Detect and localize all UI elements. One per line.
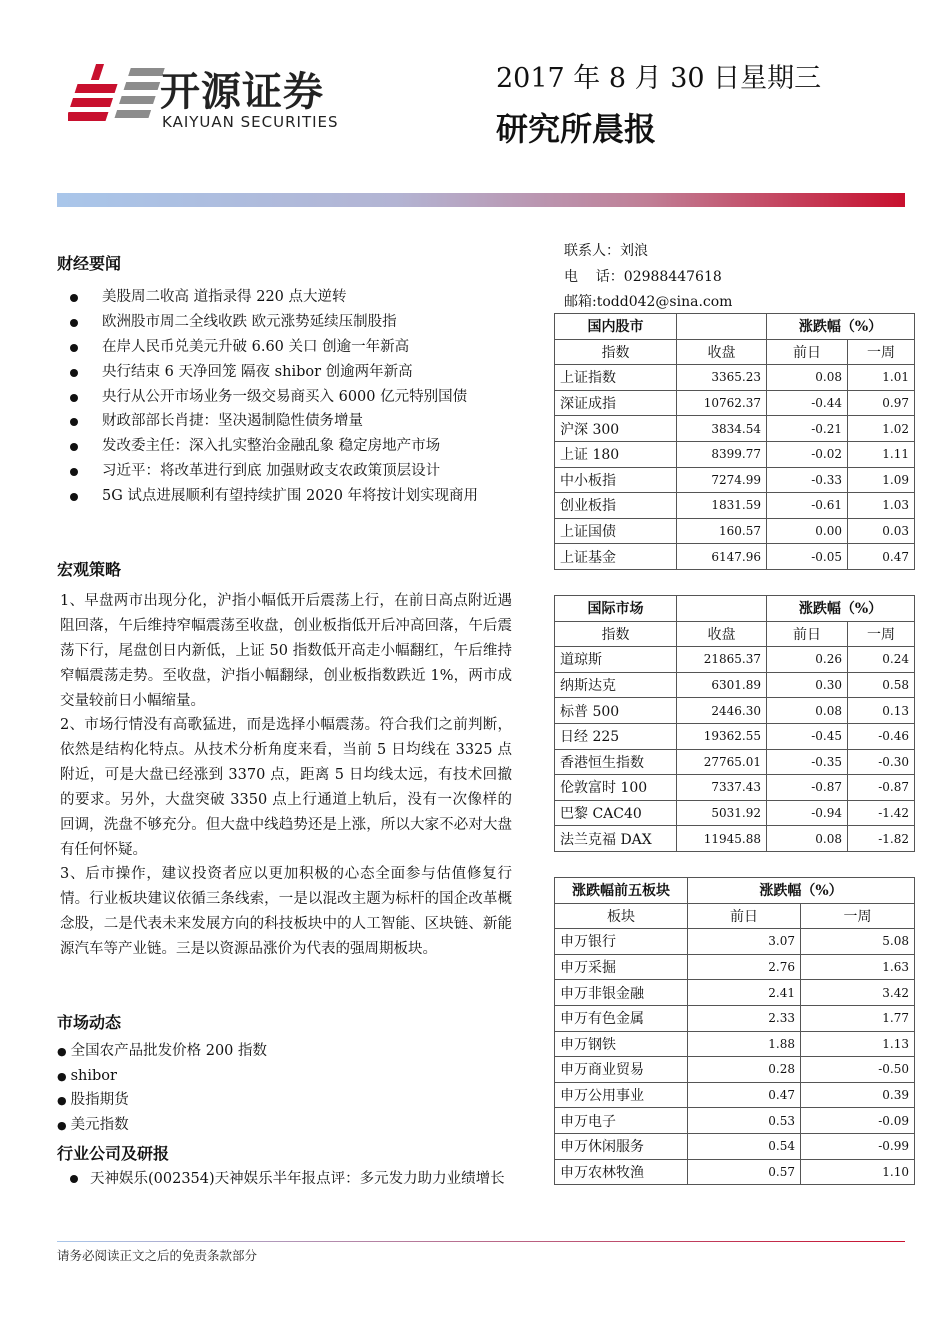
news-item[interactable]: 在岸人民币兑美元升破 6.60 关口 创逾一年新高 — [70, 335, 520, 360]
week-change: -1.42 — [848, 800, 915, 826]
prev-day-change: -0.21 — [767, 416, 848, 442]
table-row — [555, 800, 915, 826]
prev-day-change: -0.35 — [767, 749, 848, 775]
change-header: 涨跌幅（%） — [688, 878, 915, 904]
prev-day-change: -0.02 — [767, 441, 848, 467]
change-header: 涨跌幅（%） — [767, 596, 915, 622]
news-item[interactable]: 美股周二收高 道指录得 220 点大逆转 — [70, 285, 520, 310]
finance-news-list — [70, 285, 520, 509]
week-change: 1.11 — [848, 441, 915, 467]
week-change: -0.46 — [848, 723, 915, 749]
sector-name: 申万银行 — [555, 929, 688, 955]
column-header: 收盘 — [677, 621, 767, 647]
week-change: 5.08 — [801, 929, 915, 955]
table-row — [555, 1005, 915, 1031]
close-value: 11945.88 — [677, 826, 767, 852]
close-value: 5031.92 — [677, 800, 767, 826]
close-value: 3365.23 — [677, 365, 767, 391]
index-name: 法兰克福 DAX — [555, 826, 677, 852]
index-name: 沪深 300 — [555, 416, 677, 442]
macro-paragraph-1: 1、早盘两市出现分化，沪指小幅低开后震荡上行，在前日高点附近遇阻回落，午后维持窄幅震荡至收盘，创业板指低开后冲高回落，午后震荡下行，尾盘创日内新低，上证 50 指数低开高走小幅翻红，午后维持窄幅震荡走势。至收盘，沪指小幅翻绿，创业板指数跌近 1%，两市成交量较前日小幅缩量。 — [60, 593, 512, 709]
table-row — [555, 1082, 915, 1108]
index-name: 中小板指 — [555, 467, 677, 493]
news-item[interactable]: 习近平：将改革进行到底 加强财政支农政策顶层设计 — [70, 459, 520, 484]
news-item[interactable]: 发改委主任：深入扎实整治金融乱象 稳定房地产市场 — [70, 434, 520, 459]
week-change: 1.03 — [848, 493, 915, 519]
table-row — [555, 441, 915, 467]
research-item-text: 天神娱乐(002354)天神娱乐半年报点评：多元发力助力业绩增长 — [90, 1171, 505, 1187]
week-change: 3.42 — [801, 980, 915, 1006]
week-change: 1.77 — [801, 1005, 915, 1031]
prev-day-change: 0.53 — [688, 1108, 801, 1134]
table-row — [555, 723, 915, 749]
week-change: 1.63 — [801, 954, 915, 980]
news-item[interactable]: 财政部部长肖捷：坚决遏制隐性债务增量 — [70, 409, 520, 434]
brand-name-en: KAIYUAN SECURITIES — [162, 113, 339, 131]
week-change: 0.03 — [848, 518, 915, 544]
index-name: 日经 225 — [555, 723, 677, 749]
index-name: 创业板指 — [555, 493, 677, 519]
prev-day-change: 3.07 — [688, 929, 801, 955]
index-name: 上证国债 — [555, 518, 677, 544]
section-heading-macro: 宏观策略 — [57, 560, 122, 579]
table-row — [555, 544, 915, 570]
market-item[interactable]: ● 全国农产品批发价格 200 指数 — [57, 1039, 267, 1064]
index-name: 香港恒生指数 — [555, 749, 677, 775]
prev-day-change: 0.47 — [688, 1082, 801, 1108]
table-row — [555, 698, 915, 724]
report-title: 研究所晨报 — [496, 110, 657, 148]
table-row — [555, 826, 915, 852]
table-row — [555, 1108, 915, 1134]
table-row — [555, 954, 915, 980]
week-change: 1.09 — [848, 467, 915, 493]
brand-name-cn: 开源证券 — [160, 69, 324, 115]
sector-name: 申万采掘 — [555, 954, 688, 980]
contact-person: 联系人：刘浪 — [564, 243, 648, 259]
index-name: 巴黎 CAC40 — [555, 800, 677, 826]
week-change: 1.13 — [801, 1031, 915, 1057]
prev-day-change: 0.08 — [767, 698, 848, 724]
sector-name: 申万非银金融 — [555, 980, 688, 1006]
prev-day-change: 0.08 — [767, 826, 848, 852]
close-value: 8399.77 — [677, 441, 767, 467]
week-change: 0.97 — [848, 390, 915, 416]
news-item[interactable]: 欧洲股市周二全线收跌 欧元涨势延续压制股指 — [70, 310, 520, 335]
domestic-market-table — [554, 313, 915, 570]
index-name: 道琼斯 — [555, 647, 677, 673]
week-change: -0.87 — [848, 775, 915, 801]
table-row — [555, 1133, 915, 1159]
sector-name: 申万钢铁 — [555, 1031, 688, 1057]
close-value: 1831.59 — [677, 493, 767, 519]
footer-divider — [57, 1241, 905, 1242]
week-change: -0.09 — [801, 1108, 915, 1134]
index-name: 上证 180 — [555, 441, 677, 467]
report-date: 2017 年 8 月 30 日星期三 — [496, 63, 822, 94]
prev-day-change: 2.76 — [688, 954, 801, 980]
index-name: 上证基金 — [555, 544, 677, 570]
research-item[interactable] — [70, 1167, 515, 1192]
column-header: 板块 — [555, 903, 688, 929]
prev-day-change: 0.08 — [767, 365, 848, 391]
week-change: 0.47 — [848, 544, 915, 570]
macro-paragraph-3: 3、后市操作，建议投资者应以更加积极的心态全面参与估值修复行情。行业板块建议依循三条线索，一是以混改主题为标杆的国企改革概念股，二是代表未来发展方向的科技板块中的人工智能、区块链、新能源汽车等产业链。三是以资源品涨价为代表的强周期板块。 — [60, 866, 512, 957]
close-value: 3834.54 — [677, 416, 767, 442]
prev-day-change: -0.05 — [767, 544, 848, 570]
index-name: 标普 500 — [555, 698, 677, 724]
close-value: 160.57 — [677, 518, 767, 544]
column-header: 一周 — [848, 339, 915, 365]
prev-day-change: -0.61 — [767, 493, 848, 519]
section-heading-research: 行业公司及研报 — [57, 1144, 170, 1163]
prev-day-change: 2.41 — [688, 980, 801, 1006]
close-value: 2446.30 — [677, 698, 767, 724]
bullet-icon — [70, 1175, 78, 1183]
table-row — [555, 749, 915, 775]
market-item[interactable]: ● 美元指数 — [57, 1113, 267, 1138]
week-change: 0.13 — [848, 698, 915, 724]
week-change: -0.99 — [801, 1133, 915, 1159]
index-name: 纳斯达克 — [555, 672, 677, 698]
prev-day-change: 0.57 — [688, 1159, 801, 1185]
index-name: 伦敦富时 100 — [555, 775, 677, 801]
top-sectors-table — [554, 877, 915, 1185]
news-item[interactable]: 央行结束 6 天净回笼 隔夜 shibor 创逾两年新高 — [70, 360, 520, 385]
contact-phone: 电 话：02988447618 — [564, 269, 722, 285]
column-header: 指数 — [555, 621, 677, 647]
sector-name: 申万公用事业 — [555, 1082, 688, 1108]
table-row — [555, 518, 915, 544]
index-name: 上证指数 — [555, 365, 677, 391]
prev-day-change: 0.28 — [688, 1057, 801, 1083]
macro-paragraph-2: 2、市场行情没有高歌猛进，而是选择小幅震荡。符合我们之前判断，依然是结构化特点。从技术分析角度来看，当前 5 日均线在 3325 点附近，可是大盘已经涨到 3370 点，距离 5 日均线太远，有技术回撤的要求。另外，大盘突破 3350 点上行通道上轨后，没有一次像样的回调，洗盘不够充分。但大盘中线趋势还是上涨，所以大家不必对大盘有任何怀疑。 — [60, 717, 512, 858]
column-header: 收盘 — [677, 339, 767, 365]
table-row — [555, 980, 915, 1006]
week-change: 0.24 — [848, 647, 915, 673]
table-row — [555, 467, 915, 493]
week-change: 1.01 — [848, 365, 915, 391]
table-row — [555, 416, 915, 442]
week-change: -0.30 — [848, 749, 915, 775]
column-header: 前日 — [688, 903, 801, 929]
footer-disclaimer: 请务必阅读正文之后的免责条款部分 — [57, 1248, 258, 1263]
news-item[interactable]: 央行从公开市场业务一级交易商买入 6000 亿元特别国债 — [70, 385, 520, 410]
table-title: 国内股市 — [555, 314, 677, 340]
week-change: 0.39 — [801, 1082, 915, 1108]
sector-name: 申万商业贸易 — [555, 1057, 688, 1083]
table-row — [555, 493, 915, 519]
table-row — [555, 1031, 915, 1057]
prev-day-change: -0.94 — [767, 800, 848, 826]
market-dynamics-list — [57, 1039, 267, 1137]
week-change: -0.50 — [801, 1057, 915, 1083]
table-row — [555, 672, 915, 698]
prev-day-change: 0.00 — [767, 518, 848, 544]
table-row — [555, 390, 915, 416]
table-row — [555, 1057, 915, 1083]
contact-email[interactable]: 邮箱:todd042@sina.com — [564, 294, 733, 310]
column-header: 指数 — [555, 339, 677, 365]
close-value: 10762.37 — [677, 390, 767, 416]
table-title: 涨跌幅前五板块 — [555, 878, 688, 904]
market-item[interactable]: ● shibor — [57, 1064, 267, 1089]
prev-day-change: 0.54 — [688, 1133, 801, 1159]
prev-day-change: 0.30 — [767, 672, 848, 698]
sector-name: 申万有色金属 — [555, 1005, 688, 1031]
section-heading-finance-news: 财经要闻 — [57, 254, 122, 273]
change-header: 涨跌幅（%） — [767, 314, 915, 340]
table-row — [555, 1159, 915, 1185]
prev-day-change: -0.45 — [767, 723, 848, 749]
close-value: 7337.43 — [677, 775, 767, 801]
index-name: 深证成指 — [555, 390, 677, 416]
header-gradient-bar — [57, 193, 905, 207]
close-value: 6301.89 — [677, 672, 767, 698]
column-header: 一周 — [848, 621, 915, 647]
section-heading-market-dynamics: 市场动态 — [57, 1013, 122, 1032]
prev-day-change: -0.33 — [767, 467, 848, 493]
table-row — [555, 929, 915, 955]
table-row — [555, 775, 915, 801]
table-title: 国际市场 — [555, 596, 677, 622]
table-row — [555, 365, 915, 391]
week-change: -1.82 — [848, 826, 915, 852]
close-value: 7274.99 — [677, 467, 767, 493]
market-item[interactable]: ● 股指期货 — [57, 1088, 267, 1113]
news-item[interactable]: 5G 试点进展顺利有望持续扩围 2020 年将按计划实现商用 — [70, 484, 520, 509]
week-change: 1.10 — [801, 1159, 915, 1185]
sector-name: 申万农林牧渔 — [555, 1159, 688, 1185]
prev-day-change: 2.33 — [688, 1005, 801, 1031]
close-value: 21865.37 — [677, 647, 767, 673]
week-change: 1.02 — [848, 416, 915, 442]
prev-day-change: 0.26 — [767, 647, 848, 673]
prev-day-change: 1.88 — [688, 1031, 801, 1057]
close-value: 27765.01 — [677, 749, 767, 775]
close-value: 19362.55 — [677, 723, 767, 749]
sector-name: 申万电子 — [555, 1108, 688, 1134]
column-header: 前日 — [767, 621, 848, 647]
week-change: 0.58 — [848, 672, 915, 698]
prev-day-change: -0.87 — [767, 775, 848, 801]
international-market-table — [554, 595, 915, 852]
sector-name: 申万休闲服务 — [555, 1133, 688, 1159]
table-row — [555, 647, 915, 673]
column-header: 一周 — [801, 903, 915, 929]
column-header: 前日 — [767, 339, 848, 365]
close-value: 6147.96 — [677, 544, 767, 570]
prev-day-change: -0.44 — [767, 390, 848, 416]
